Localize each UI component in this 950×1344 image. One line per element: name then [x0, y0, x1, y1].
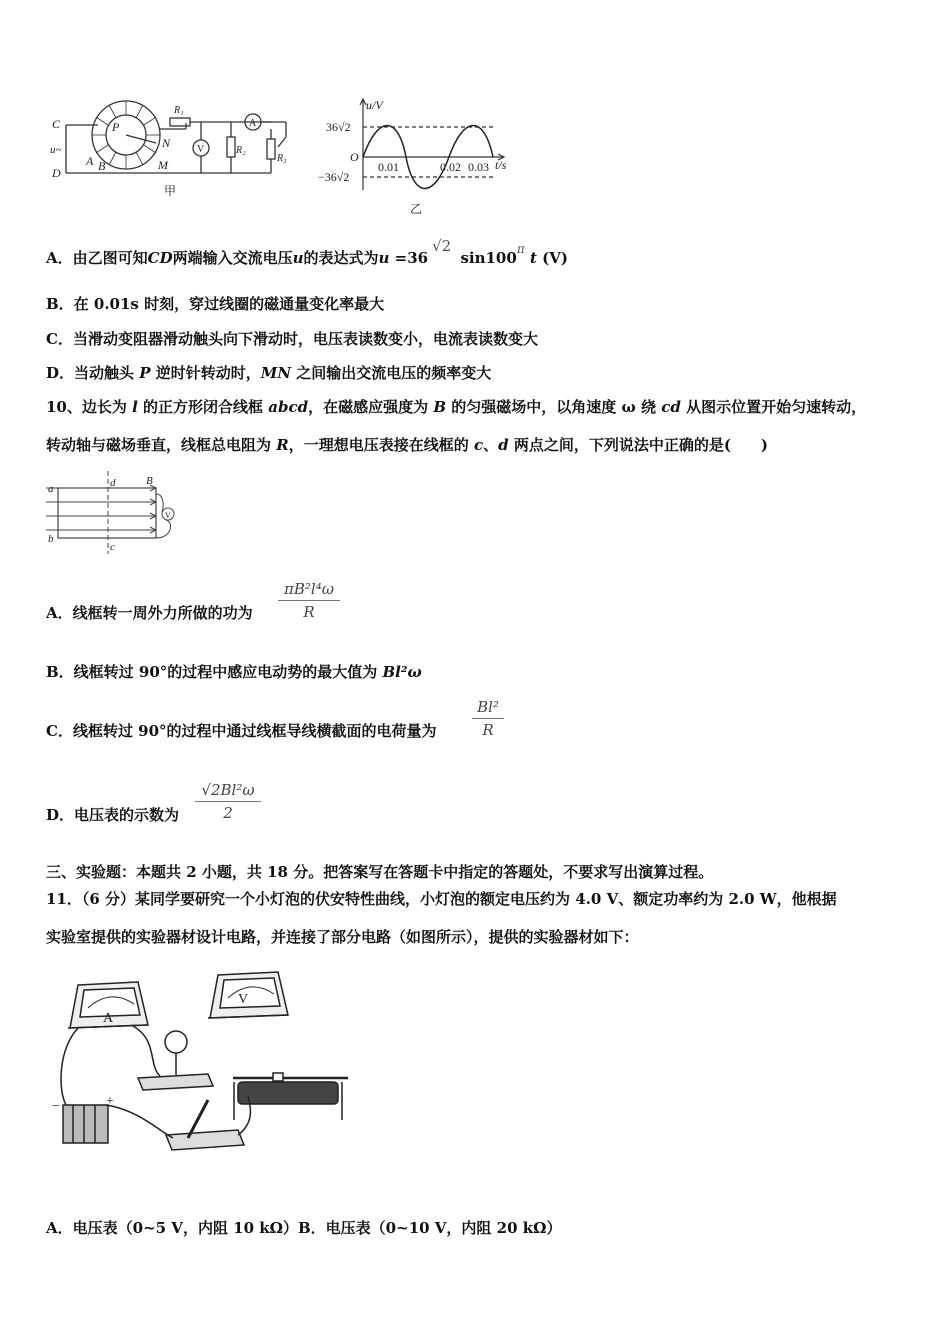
graph-ybottom: −36√2	[318, 170, 350, 184]
q9-option-a: A．由乙图可知CD两端输入交流电压u的表达式为u =36√2 $\sin 100^\pi$ t (V)	[46, 237, 568, 267]
q9-option-b: B．在 0.01s 时刻，穿过线圈的磁通量变化率最大	[46, 295, 385, 313]
q11-apparatus-figure	[48, 970, 358, 1165]
q10-option-b: B．线框转过 90°的过程中感应电动势的最大值为 Bl²ω	[46, 663, 422, 681]
label-N: N	[162, 136, 171, 150]
meter-V-label: V	[197, 144, 205, 155]
label-R2: R₂	[236, 145, 246, 156]
coil-label-a: a	[48, 483, 54, 495]
q10-stem-line2: 转动轴与磁场垂直，线框总电阻为 R，一理想电压表接在线框的 c、d 两点之间，下列说法中正确的是( )	[46, 436, 769, 454]
meter-A-label: A	[249, 118, 257, 129]
coil-label-c: c	[110, 541, 115, 553]
circuit-figure-jia	[46, 95, 306, 205]
graph-xlabel: t/s	[495, 158, 507, 172]
q9-option-c: C．当滑动变阻器滑动触头向下滑动时，电压表读数变小，电流表读数变大	[46, 330, 538, 348]
q10-option-d: D．电压表的示数为	[46, 806, 180, 824]
q11-options-ab: A．电压表（0~5 V，内阻 10 kΩ）B．电压表（0~10 V，内阻 20 kΩ）	[46, 1219, 562, 1237]
q10-option-d-fraction: √2Bl²ω 2	[195, 781, 261, 822]
q10-option-c: C．线框转过 90°的过程中通过线框导线横截面的电荷量为	[46, 722, 437, 740]
voltmeter-label: V	[238, 992, 249, 1007]
q10-option-a-fraction: πB²l⁴ω R	[278, 580, 340, 621]
label-P: P	[112, 120, 120, 134]
coil-label-B: B	[146, 475, 153, 487]
label-u: u~	[50, 144, 62, 156]
q10-option-c-fraction: Bl² R	[472, 698, 504, 739]
label-C: C	[52, 117, 61, 131]
ammeter-label: A	[103, 1011, 114, 1026]
q10-option-a: A．线框转一周外力所做的功为	[46, 604, 253, 622]
q10-coil-figure	[46, 466, 186, 556]
voltage-graph-yi	[318, 95, 518, 220]
section-3-heading: 三、实验题：本题共 2 小题，共 18 分。把答案写在答题卡中指定的答题处，不要求写出演算过程。	[46, 863, 714, 881]
label-B: B	[98, 159, 106, 173]
coil-voltmeter-label: V	[165, 511, 171, 520]
graph-tick-3: 0.03	[468, 160, 489, 174]
graph-tick-1: 0.01	[378, 160, 399, 174]
battery-plus-label: +	[106, 1094, 114, 1109]
q10-stem-line1: 10、边长为 l 的正方形闭合线框 abcd，在磁感应强度为 B 的匀强磁场中，以角速度 ω 绕 cd 从图示位置开始匀速转动，	[46, 398, 867, 416]
q9-option-d: D．当动触头 P 逆时针转动时，MN 之间输出交流电压的频率变大	[46, 364, 492, 382]
caption-jia: 甲	[164, 184, 177, 198]
label-D: D	[52, 166, 61, 180]
caption-yi: 乙	[410, 202, 423, 216]
battery-minus-label: −	[52, 1099, 60, 1114]
label-A: A	[86, 154, 94, 168]
q11-stem-line1: 11．（6 分）某同学要研究一个小灯泡的伏安特性曲线，小灯泡的额定电压约为 4.0 V、额定功率约为 2.0 W，他根据	[46, 890, 837, 908]
graph-tick-2: 0.02	[440, 160, 461, 174]
coil-label-d: d	[110, 477, 116, 489]
graph-ytop: 36√2	[326, 120, 351, 134]
graph-ylabel: u/V	[366, 98, 383, 112]
q11-stem-line2: 实验室提供的实验器材设计电路，并连接了部分电路（如图所示），提供的实验器材如下：	[46, 928, 639, 946]
label-R1: R₁	[174, 105, 184, 116]
coil-label-b: b	[48, 533, 54, 545]
label-R3: R₃	[277, 153, 287, 164]
graph-origin: O	[350, 150, 359, 164]
label-M: M	[158, 158, 168, 172]
